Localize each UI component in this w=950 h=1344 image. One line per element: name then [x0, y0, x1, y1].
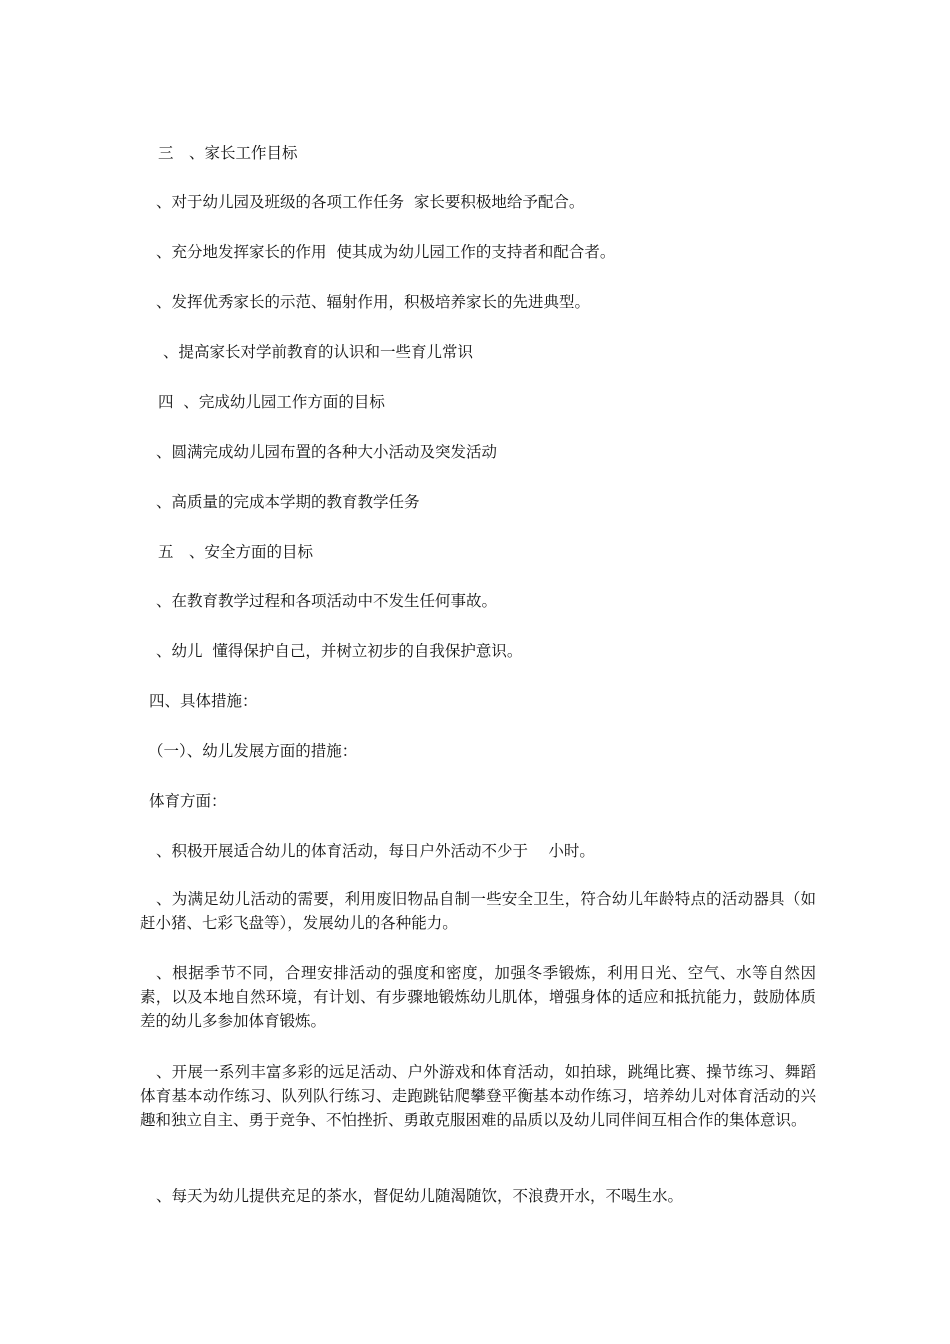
section-3-title: 三 、家长工作目标	[158, 144, 298, 162]
measures-subtitle-1: （一）、幼儿发展方面的措施：	[148, 742, 358, 760]
pe-item-1: 、积极开展适合幼儿的体育活动，每日户外活动不少于 小时。	[156, 842, 595, 860]
pe-title: 体育方面：	[149, 792, 227, 810]
section-5-item-1: 、在教育教学过程和各项活动中不发生任何事故。	[156, 592, 498, 610]
section-4-item-1: 、圆满完成幼儿园布置的各种大小活动及突发活动	[156, 443, 498, 461]
section-5-title: 五 、安全方面的目标	[158, 543, 314, 561]
section-4-item-2: 、高质量的完成本学期的教育教学任务	[156, 493, 420, 511]
pe-item-2: 、为满足幼儿活动的需要，利用废旧物品自制一些安全卫生，符合幼儿年龄特点的活动器具（如赶小猪、七彩飞盘等），发展幼儿的各种能力。	[140, 890, 816, 932]
pe-item-5: 、每天为幼儿提供充足的茶水，督促幼儿随渴随饮，不浪费开水，不喝生水。	[156, 1187, 684, 1205]
section-4-title: 四 、完成幼儿园工作方面的目标	[158, 393, 385, 411]
measures-title: 四、具体措施：	[149, 692, 258, 710]
pe-item-3: 、根据季节不同，合理安排活动的强度和密度，加强冬季锻炼，利用日光、空气、水等自然因素，以及本地自然环境，有计划、有步骤地锻炼幼儿肌体，增强身体的适应和抵抗能力，鼓励体质差的幼儿多参加体育锻炼。	[140, 964, 816, 1030]
section-3-item-4: 、提高家长对学前教育的认识和一些育儿常识	[163, 343, 474, 361]
section-5-item-2: 、幼儿 懂得保护自己，并树立初步的自我保护意识。	[156, 642, 523, 660]
section-3-item-3: 、发挥优秀家长的示范、辐射作用，积极培养家长的先进典型。	[156, 293, 591, 311]
pe-item-4: 、开展一系列丰富多彩的远足活动、户外游戏和体育活动，如拍球，跳绳比赛、操节练习、舞蹈体育基本动作练习、队列队行练习、走跑跳钻爬攀登平衡基本动作练习，培养幼儿对体育活动的兴趣和独立自主、勇于竞争、不怕挫折、勇敢克服困难的品质以及幼儿同伴间互相合作的集体意识。	[140, 1063, 816, 1129]
section-3-item-1: 、对于幼儿园及班级的各项工作任务 家长要积极地给予配合。	[156, 193, 585, 211]
section-3-item-2: 、充分地发挥家长的作用 使其成为幼儿园工作的支持者和配合者。	[156, 243, 616, 261]
